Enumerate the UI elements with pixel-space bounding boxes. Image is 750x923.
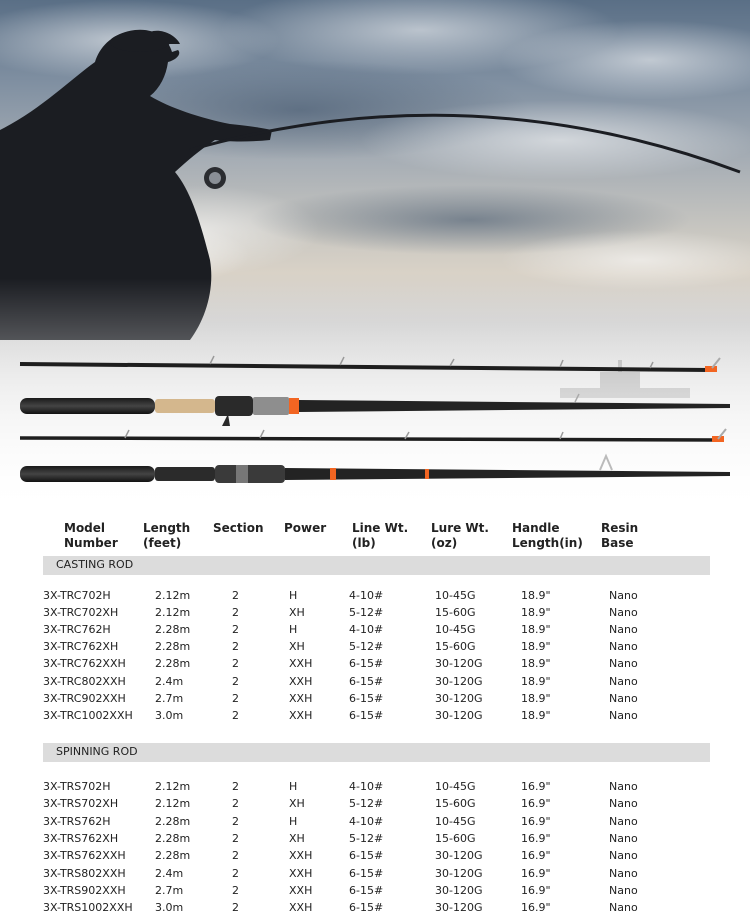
cell-line: 5-12# <box>349 831 384 845</box>
cell-model: 3X-TRS702H <box>43 780 111 793</box>
col-header-resin-base: Resin Base <box>601 521 639 550</box>
cell-resin: Nano <box>609 589 638 602</box>
table-row <box>0 621 750 638</box>
col-header-lure-weight: Lure Wt. (oz) <box>431 521 489 550</box>
cell-lure: 15-60G <box>435 606 476 620</box>
cell-resin: Nano <box>609 780 638 793</box>
cell-resin: Nano <box>609 849 638 863</box>
table-row <box>0 690 750 707</box>
cell-length: 2.28m <box>155 831 191 845</box>
cell-lure: 30-120G <box>435 708 483 722</box>
col-header-power: Power <box>284 521 327 535</box>
cell-lure: 10-45G <box>435 589 476 602</box>
cell-line: 6-15# <box>349 691 384 705</box>
cell-line: 6-15# <box>349 883 384 897</box>
cell-length: 2.28m <box>155 657 191 671</box>
table-row <box>0 673 750 690</box>
cell-power: XXH <box>289 691 313 705</box>
cell-handle: 18.9" <box>521 657 551 671</box>
col-header-model: Model Number <box>64 521 118 550</box>
cell-model: 3X-TRS762H <box>43 814 111 828</box>
casting-rod-section-header <box>43 556 710 575</box>
cell-model: 3X-TRC1002XXH <box>43 708 133 722</box>
cell-line: 5-12# <box>349 640 384 654</box>
cell-resin: Nano <box>609 657 638 671</box>
cell-lure: 30-120G <box>435 901 483 915</box>
cell-resin: Nano <box>609 883 638 897</box>
cell-power: XXH <box>289 883 313 897</box>
cell-lure: 10-45G <box>435 623 476 637</box>
col-header-line-weight: Line Wt. (lb) <box>352 521 409 550</box>
cell-handle: 16.9" <box>521 831 551 845</box>
cell-line: 6-15# <box>349 849 384 863</box>
table-row <box>0 882 750 899</box>
cell-handle: 18.9" <box>521 623 551 637</box>
cell-length: 2.7m <box>155 691 184 705</box>
cell-section: 2 <box>232 883 239 897</box>
table-row <box>0 604 750 621</box>
cell-lure: 10-45G <box>435 780 476 793</box>
cell-handle: 18.9" <box>521 691 551 705</box>
col-header-handle-length: Handle Length(in) <box>512 521 583 550</box>
cell-line: 6-15# <box>349 901 384 915</box>
table-row <box>0 847 750 864</box>
cell-model: 3X-TRS762XH <box>43 831 119 845</box>
cell-section: 2 <box>232 831 239 845</box>
cell-model: 3X-TRS802XXH <box>43 866 126 880</box>
cell-line: 6-15# <box>349 708 384 722</box>
table-row <box>0 899 750 916</box>
cell-section: 2 <box>232 674 239 688</box>
cell-lure: 15-60G <box>435 831 476 845</box>
cell-section: 2 <box>232 780 239 793</box>
cell-section: 2 <box>232 708 239 722</box>
cell-power: H <box>289 814 298 828</box>
cell-power: XH <box>289 606 305 620</box>
cell-lure: 15-60G <box>435 640 476 654</box>
cell-resin: Nano <box>609 674 638 688</box>
cell-line: 5-12# <box>349 797 384 811</box>
spinning-rod-section-header <box>43 743 710 762</box>
cell-model: 3X-TRC762H <box>43 623 111 637</box>
cell-length: 2.28m <box>155 640 191 654</box>
cell-resin: Nano <box>609 623 638 637</box>
cell-line: 6-15# <box>349 674 384 688</box>
cell-power: XXH <box>289 901 313 915</box>
cell-line: 4-10# <box>349 814 384 828</box>
cell-model: 3X-TRC762XXH <box>43 657 126 671</box>
cell-handle: 18.9" <box>521 606 551 620</box>
cell-handle: 16.9" <box>521 883 551 897</box>
cell-resin: Nano <box>609 606 638 620</box>
cell-length: 2.28m <box>155 623 191 637</box>
cell-section: 2 <box>232 623 239 637</box>
cell-handle: 16.9" <box>521 780 551 793</box>
cell-model: 3X-TRS762XXH <box>43 849 126 863</box>
cell-model: 3X-TRS1002XXH <box>43 901 133 915</box>
cell-power: XH <box>289 640 305 654</box>
cell-resin: Nano <box>609 797 638 811</box>
cell-lure: 30-120G <box>435 674 483 688</box>
table-row <box>0 638 750 655</box>
cell-power: H <box>289 623 298 637</box>
cell-power: XXH <box>289 674 313 688</box>
cell-length: 3.0m <box>155 708 184 722</box>
cell-power: XXH <box>289 866 313 880</box>
cell-length: 2.7m <box>155 883 184 897</box>
cell-length: 2.28m <box>155 814 191 828</box>
cell-resin: Nano <box>609 866 638 880</box>
cell-lure: 15-60G <box>435 797 476 811</box>
cell-line: 5-12# <box>349 606 384 620</box>
cell-resin: Nano <box>609 708 638 722</box>
cell-section: 2 <box>232 866 239 880</box>
table-row <box>0 830 750 847</box>
cell-length: 2.12m <box>155 797 191 811</box>
cell-length: 2.12m <box>155 780 191 793</box>
table-row <box>0 865 750 882</box>
table-row <box>0 778 750 795</box>
cell-resin: Nano <box>609 814 638 828</box>
table-row <box>0 707 750 724</box>
cell-resin: Nano <box>609 831 638 845</box>
cell-power: XXH <box>289 708 313 722</box>
cell-power: H <box>289 780 298 793</box>
cell-section: 2 <box>232 606 239 620</box>
cell-line: 4-10# <box>349 589 384 602</box>
cell-lure: 30-120G <box>435 691 483 705</box>
cell-length: 2.4m <box>155 674 184 688</box>
cell-model: 3X-TRS902XXH <box>43 883 126 897</box>
cell-lure: 30-120G <box>435 657 483 671</box>
cell-power: XXH <box>289 657 313 671</box>
cell-handle: 16.9" <box>521 901 551 915</box>
cell-handle: 18.9" <box>521 589 551 602</box>
cell-section: 2 <box>232 589 239 602</box>
cell-section: 2 <box>232 849 239 863</box>
cell-model: 3X-TRC702XH <box>43 606 119 620</box>
cell-resin: Nano <box>609 901 638 915</box>
col-header-length: Length (feet) <box>143 521 191 550</box>
table-row <box>0 655 750 672</box>
cell-section: 2 <box>232 691 239 705</box>
cell-resin: Nano <box>609 640 638 654</box>
cell-model: 3X-TRC702H <box>43 589 111 602</box>
cell-model: 3X-TRC762XH <box>43 640 119 654</box>
cell-section: 2 <box>232 814 239 828</box>
cell-handle: 16.9" <box>521 849 551 863</box>
cell-power: H <box>289 589 298 602</box>
cell-handle: 16.9" <box>521 797 551 811</box>
cell-model: 3X-TRS702XH <box>43 797 119 811</box>
cell-section: 2 <box>232 657 239 671</box>
cell-length: 2.12m <box>155 606 191 620</box>
cell-length: 2.4m <box>155 866 184 880</box>
cell-power: XH <box>289 797 305 811</box>
cell-handle: 18.9" <box>521 640 551 654</box>
cell-power: XH <box>289 831 305 845</box>
table-row <box>0 813 750 830</box>
cell-line: 6-15# <box>349 657 384 671</box>
cell-length: 2.12m <box>155 589 191 602</box>
casting-rod-title: CASTING ROD <box>56 558 134 571</box>
cell-length: 3.0m <box>155 901 184 915</box>
cell-line: 4-10# <box>349 780 384 793</box>
cell-lure: 30-120G <box>435 866 483 880</box>
cell-handle: 18.9" <box>521 674 551 688</box>
spinning-rod-title: SPINNING ROD <box>56 745 138 758</box>
table-row <box>0 587 750 604</box>
cell-section: 2 <box>232 640 239 654</box>
table-row <box>0 795 750 812</box>
cell-length: 2.28m <box>155 849 191 863</box>
cell-section: 2 <box>232 901 239 915</box>
cell-section: 2 <box>232 797 239 811</box>
cell-line: 4-10# <box>349 623 384 637</box>
cell-line: 6-15# <box>349 866 384 880</box>
cell-model: 3X-TRC802XXH <box>43 674 126 688</box>
cell-resin: Nano <box>609 691 638 705</box>
col-header-section: Section <box>213 521 264 535</box>
cell-model: 3X-TRC902XXH <box>43 691 126 705</box>
cell-handle: 18.9" <box>521 708 551 722</box>
cell-lure: 10-45G <box>435 814 476 828</box>
cell-lure: 30-120G <box>435 849 483 863</box>
cell-power: XXH <box>289 849 313 863</box>
cell-handle: 16.9" <box>521 866 551 880</box>
cell-handle: 16.9" <box>521 814 551 828</box>
cell-lure: 30-120G <box>435 883 483 897</box>
